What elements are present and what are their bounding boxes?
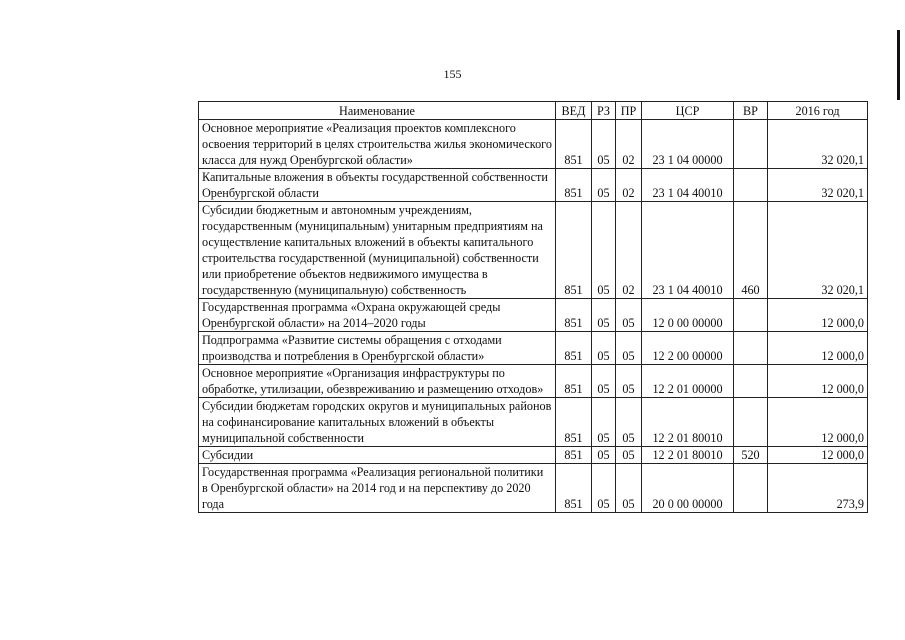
row-vr xyxy=(734,464,768,513)
header-year: 2016 год xyxy=(768,102,868,120)
row-vr: 520 xyxy=(734,447,768,464)
table-row xyxy=(199,169,868,202)
table-row xyxy=(199,365,868,398)
row-ved: 851 xyxy=(556,365,592,398)
row-vr xyxy=(734,398,768,447)
row-name: Субсидии бюджетам городских округов и муниципальных районов на софинансирование капитальных вложений в объекты муниципальной собственности xyxy=(199,398,556,447)
row-vr xyxy=(734,169,768,202)
row-amount: 32 020,1 xyxy=(768,120,868,169)
header-vr: ВР xyxy=(734,102,768,120)
table-row xyxy=(199,398,868,447)
row-amount: 32 020,1 xyxy=(768,169,868,202)
row-csr: 12 0 00 00000 xyxy=(642,299,734,332)
row-rz: 05 xyxy=(592,398,616,447)
row-rz: 05 xyxy=(592,202,616,299)
row-name: Основное мероприятие «Организация инфраструктуры по обработке, утилизации, обезвреживанию и размещению отходов» xyxy=(199,365,556,398)
row-name: Государственная программа «Реализация региональной политики в Оренбургской области» на 2014 год и на перспективу до 2020 года xyxy=(199,464,556,513)
row-rz: 05 xyxy=(592,169,616,202)
row-pr: 05 xyxy=(616,447,642,464)
row-rz: 05 xyxy=(592,332,616,365)
row-name: Субсидии бюджетным и автономным учреждениям, государственным (муниципальным) унитарным предприятиям на осуществление капитальных вложений в объекты капитального строительства государственной (муниципальной) собственности или приобретение объектов недвижимого имущества в государственную (муниципальную) собственность xyxy=(199,202,556,299)
table-row xyxy=(199,447,868,464)
row-csr: 23 1 04 40010 xyxy=(642,169,734,202)
header-pr: ПР xyxy=(616,102,642,120)
row-csr: 12 2 01 80010 xyxy=(642,398,734,447)
row-ved: 851 xyxy=(556,169,592,202)
row-rz: 05 xyxy=(592,447,616,464)
header-ved: ВЕД xyxy=(556,102,592,120)
page-number: 155 xyxy=(443,67,462,81)
row-rz: 05 xyxy=(592,365,616,398)
row-amount: 12 000,0 xyxy=(768,398,868,447)
row-ved: 851 xyxy=(556,120,592,169)
table-row xyxy=(199,120,868,169)
row-ved: 851 xyxy=(556,447,592,464)
row-name: Капитальные вложения в объекты государственной собственности Оренбургской области xyxy=(199,169,556,202)
row-pr: 05 xyxy=(616,299,642,332)
row-ved: 851 xyxy=(556,202,592,299)
row-rz: 05 xyxy=(592,299,616,332)
row-pr: 02 xyxy=(616,120,642,169)
row-vr xyxy=(734,332,768,365)
row-ved: 851 xyxy=(556,398,592,447)
row-csr: 12 2 01 00000 xyxy=(642,365,734,398)
row-vr: 460 xyxy=(734,202,768,299)
row-amount: 32 020,1 xyxy=(768,202,868,299)
header-rz: РЗ xyxy=(592,102,616,120)
row-vr xyxy=(734,365,768,398)
row-amount: 12 000,0 xyxy=(768,447,868,464)
table-row xyxy=(199,202,868,299)
row-amount: 12 000,0 xyxy=(768,332,868,365)
row-name: Субсидии xyxy=(199,447,556,464)
scan-edge-mark xyxy=(897,30,900,100)
row-pr: 05 xyxy=(616,398,642,447)
table-header-row xyxy=(199,102,868,120)
row-amount: 273,9 xyxy=(768,464,868,513)
budget-table xyxy=(198,101,868,513)
row-csr: 12 2 00 00000 xyxy=(642,332,734,365)
row-csr: 12 2 01 80010 xyxy=(642,447,734,464)
row-vr xyxy=(734,299,768,332)
row-pr: 05 xyxy=(616,464,642,513)
row-name: Основное мероприятие «Реализация проектов комплексного освоения территорий в целях строительства жилья экономического класса для нужд Оренбургской области» xyxy=(199,120,556,169)
table-row xyxy=(199,464,868,513)
table-row xyxy=(199,332,868,365)
row-amount: 12 000,0 xyxy=(768,365,868,398)
row-pr: 05 xyxy=(616,332,642,365)
row-csr: 23 1 04 40010 xyxy=(642,202,734,299)
row-rz: 05 xyxy=(592,464,616,513)
row-vr xyxy=(734,120,768,169)
header-name: Наименование xyxy=(199,102,556,120)
row-pr: 02 xyxy=(616,169,642,202)
row-pr: 05 xyxy=(616,365,642,398)
row-amount: 12 000,0 xyxy=(768,299,868,332)
row-ved: 851 xyxy=(556,332,592,365)
row-name: Подпрограмма «Развитие системы обращения с отходами производства и потребления в Оренбургской области» xyxy=(199,332,556,365)
header-csr: ЦСР xyxy=(642,102,734,120)
table-row xyxy=(199,299,868,332)
row-pr: 02 xyxy=(616,202,642,299)
row-rz: 05 xyxy=(592,120,616,169)
row-name: Государственная программа «Охрана окружающей среды Оренбургской области» на 2014–2020 годы xyxy=(199,299,556,332)
row-csr: 20 0 00 00000 xyxy=(642,464,734,513)
row-ved: 851 xyxy=(556,464,592,513)
row-ved: 851 xyxy=(556,299,592,332)
row-csr: 23 1 04 00000 xyxy=(642,120,734,169)
